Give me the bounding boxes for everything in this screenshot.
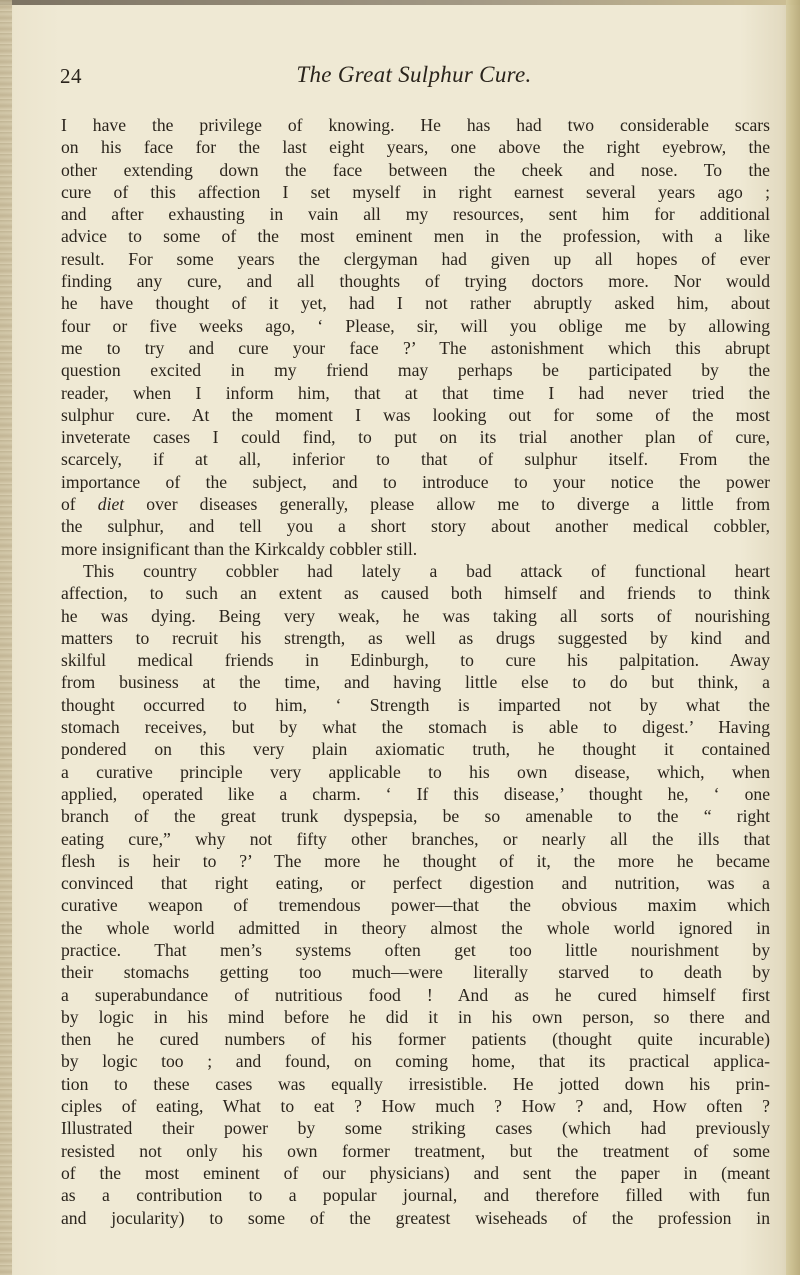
text-line: eating cure,” why not fifty other branches, or nearly all the ills that [61, 828, 770, 849]
text-line: he have thought of it yet, had I not rather abruptly asked him, about [61, 293, 770, 314]
text-line: convinced that right eating, or perfect digestion and nutrition, was a [61, 873, 770, 894]
text-line: four or five weeks ago, ‘ Please, sir, will you oblige me by allowing [61, 315, 770, 336]
text-line: stomach receives, but by what the stomach is able to digest.’ Having [61, 717, 770, 738]
binding-edge [0, 0, 12, 1275]
text-line: on his face for the last eight years, one above the right eyebrow, the [61, 137, 770, 158]
text-line: ciples of eating, What to eat ? How much ? How ? and, How often ? [61, 1096, 770, 1117]
text-line: curative weapon of tremendous power—that the obvious maxim which [61, 895, 770, 916]
italic-prefix: of [61, 494, 98, 515]
text-line: resisted not only his own former treatment, but the treatment of some [61, 1140, 770, 1161]
text-line: finding any cure, and all thoughts of trying doctors more. Nor would [61, 271, 770, 292]
text-line: branch of the great trunk dyspepsia, be so amenable to the “ right [61, 806, 770, 827]
text-line: a curative principle very applicable to his own disease, which, when [61, 761, 770, 782]
text-line: and jocularity) to some of the greatest wiseheads of the profession in [61, 1207, 770, 1228]
text-line: other extending down the face between the cheek and nose. To the [61, 159, 770, 180]
text-line: flesh is heir to ?’ The more he thought of it, the more he became [61, 850, 770, 871]
text-line-italic [61, 493, 770, 515]
text-line: reader, when I inform him, that at that time I had never tried the [61, 382, 770, 403]
text-line: by logic too ; and found, on coming home, that its practical applica- [61, 1051, 770, 1072]
text-line: sulphur cure. At the moment I was looking out for some of the most [61, 404, 770, 425]
text-line: This country cobbler had lately a bad attack of functional heart [83, 560, 770, 581]
text-line: from business at the time, and having little else to do but think, a [61, 672, 770, 693]
text-line: of the most eminent of our physicians) and sent the paper in (meant [61, 1162, 770, 1183]
text-line: tion to these cases was equally irresistible. He jotted down his prin- [61, 1073, 770, 1094]
text-line: thought occurred to him, ‘ Strength is imparted not by what the [61, 694, 770, 715]
text-line: importance of the subject, and to introduce to your notice the power [61, 471, 770, 492]
text-line: practice. That men’s systems often get too little nourishment by [61, 939, 770, 960]
text-line: question excited in my friend may perhaps be participated by the [61, 360, 770, 381]
italic-rest: over diseases generally, please allow me to diverge a little from [146, 494, 770, 515]
page-number: 24 [60, 64, 82, 88]
text-line: cure of this affection I set myself in right earnest several years ago ; [61, 181, 770, 202]
text-line: pondered on this very plain axiomatic truth, he thought it contained [61, 739, 770, 760]
text-line: I have the privilege of knowing. He has had two considerable scars [61, 115, 770, 135]
text-line: by logic in his mind before he did it in his own person, so there and [61, 1006, 770, 1027]
text-line: skilful medical friends in Edinburgh, to cure his palpitation. Away [61, 650, 770, 671]
text-line: and after exhausting in vain all my resources, sent him for additional [61, 204, 770, 225]
text-line: a superabundance of nutritious food ! And as he cured himself first [61, 984, 770, 1005]
text-line: then he cured numbers of his former patients (thought quite incurable) [61, 1029, 770, 1050]
text-line: advice to some of the most eminent men in the profession, with a like [61, 226, 770, 247]
text-line: the whole world admitted in theory almost the whole world ignored in [61, 917, 770, 938]
text-line: Illustrated their power by some striking cases (which had previously [61, 1118, 770, 1139]
text-line: applied, operated like a charm. ‘ If this disease,’ thought he, ‘ one [61, 783, 770, 804]
text-line: more insignificant than the Kirkcaldy cobbler still. [61, 538, 418, 559]
text-line: scarcely, if at all, inferior to that of sulphur itself. From the [61, 449, 770, 470]
running-title: The Great Sulphur Cure. [296, 62, 532, 87]
page-top-edge [0, 0, 800, 5]
text-line: the sulphur, and tell you a short story about another medical cobbler, [61, 516, 770, 537]
body-text [61, 114, 770, 1229]
text-line: as a contribution to a popular journal, and therefore filled with fun [61, 1185, 770, 1206]
text-line: their stomachs getting too much—were literally starved to death by [61, 962, 770, 983]
text-line: me to try and cure your face ?’ The astonishment which this abrupt [61, 337, 770, 358]
page-header [60, 62, 768, 94]
text-line: result. For some years the clergyman had given up all hopes of ever [61, 248, 770, 269]
text-line: matters to recruit his strength, as well as drugs suggested by kind and [61, 627, 770, 648]
text-line: affection, to such an extent as caused both himself and friends to think [61, 583, 770, 604]
italic-word: diet [97, 494, 125, 515]
text-line: inveterate cases I could find, to put on its trial another plan of cure, [61, 427, 770, 448]
text-line: he was dying. Being very weak, he was taking all sorts of nourishing [61, 605, 770, 626]
page-right-edge [786, 0, 800, 1275]
